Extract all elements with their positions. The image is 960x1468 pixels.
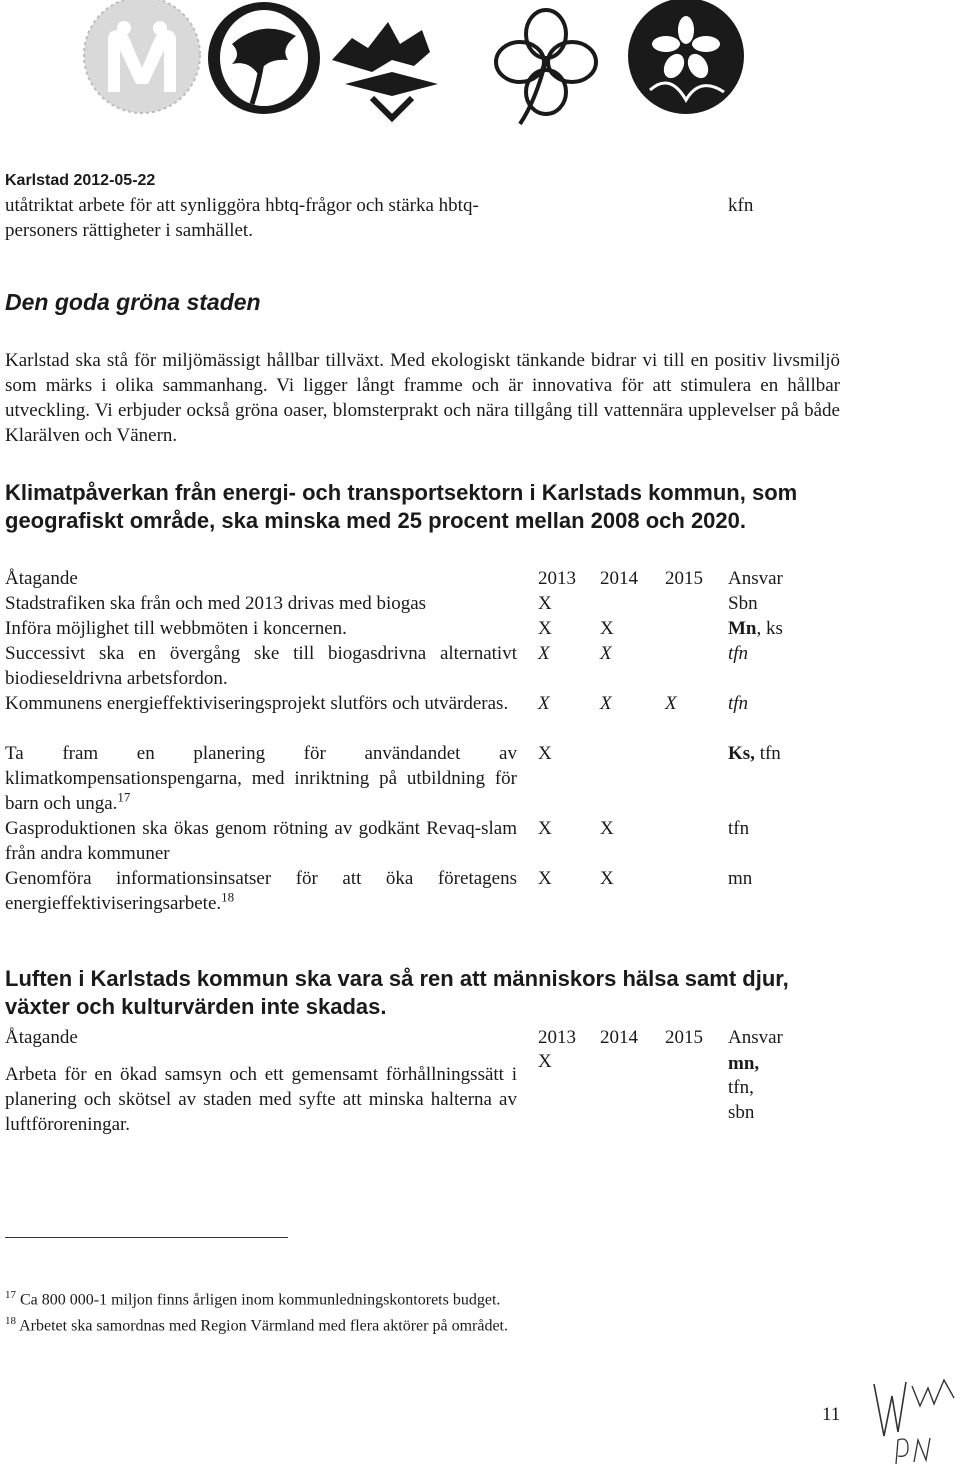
row-text: Gasproduktionen ska ökas genom rötning av godkänt Revaq-slam från andra kommuner <box>5 818 517 864</box>
cell-2013: X <box>538 593 552 614</box>
cell-ansvar: sbn <box>728 1102 755 1123</box>
cell-2013: X <box>538 818 552 839</box>
feather-logo <box>208 2 320 114</box>
cell-ansvar <box>728 616 783 641</box>
column-header: Åtagande <box>5 1027 78 1048</box>
footnote-separator <box>5 1237 288 1238</box>
row-text-content: Ta fram en planering för användandet av klimatkompensationspengarna, med inriktning på utbildning för barn och unga. <box>5 743 517 814</box>
intro-responsible: kfn <box>728 195 754 216</box>
cell-ansvar: Sbn <box>728 593 758 614</box>
footnote-text: Arbetet ska samordnas med Region Värmland med flera aktörer på området. <box>19 1317 508 1335</box>
table-row <box>0 591 960 616</box>
cell-2014: X <box>600 693 612 714</box>
footnote-ref[interactable]: 18 <box>221 889 235 905</box>
cell-ansvar <box>728 741 781 766</box>
table-header-row <box>0 566 960 591</box>
section-title: Den goda gröna staden <box>5 289 261 315</box>
cell-ansvar: tfn <box>728 818 750 839</box>
row-text: Kommunens energieffektiviseringsprojekt slutförs och utvärderas. <box>5 693 509 714</box>
column-header: 2013 <box>538 568 576 589</box>
ansvar-bold: Mn <box>728 618 757 639</box>
logo-banner <box>0 0 960 130</box>
cell-ansvar: mn <box>728 868 753 889</box>
row-text: Arbeta för en ökad samsyn och ett gemensamt förhållningssätt i planering och skötsel av staden med syfte att minska halterna av luftföroreningar. <box>5 1064 517 1135</box>
table-row <box>0 741 960 816</box>
document-date: Karlstad 2012-05-22 <box>5 172 156 189</box>
cell-2013: X <box>538 618 552 639</box>
column-header: 2015 <box>665 568 703 589</box>
column-header: 2014 <box>600 1027 638 1048</box>
cell-2013: X <box>538 868 552 889</box>
cell-ansvar: tfn <box>728 643 749 664</box>
ansvar-rest: , ks <box>756 618 783 639</box>
row-text: Införa möjlighet till webbmöten i koncernen. <box>5 618 347 639</box>
page-number: 11 <box>822 1404 841 1425</box>
table-row <box>0 1051 960 1140</box>
cell-2015: X <box>665 693 677 714</box>
initials-signature <box>868 1376 960 1468</box>
footnote <box>5 1283 500 1312</box>
cell-2014: X <box>600 643 612 664</box>
goal-heading: Klimatpåverkan från energi- och transportsektorn i Karlstads kommun, som geografiskt område, ska minska med 25 procent mellan 2008 och 2020. <box>5 480 798 533</box>
footnote-number: 18 <box>5 1315 16 1327</box>
intro-text: utåtriktat arbete för att synliggöra hbtq-frågor och stärka hbtq-personers rättigheter i samhället. <box>5 195 479 241</box>
table-row <box>0 866 960 916</box>
ansvar-bold: Ks, <box>728 743 755 764</box>
goal-heading: Luften i Karlstads kommun ska vara så ren att människors hälsa samt djur, växter och kulturvärden inte skadas. <box>5 966 789 1019</box>
row-text <box>5 866 517 916</box>
column-header: 2015 <box>665 1027 703 1048</box>
footnote-text: Ca 800 000-1 miljon finns årligen inom kommunledningskontorets budget. <box>20 1291 501 1309</box>
table-row <box>0 691 960 741</box>
cell-ansvar: mn, <box>728 1053 760 1074</box>
cell-2013: X <box>538 1051 552 1072</box>
row-text: Successivt ska en övergång ske till biogasdrivna alternativt biodieseldrivna arbetsfordon. <box>5 643 517 689</box>
row-text: Stadstrafiken ska från och med 2013 drivas med biogas <box>5 593 427 614</box>
column-header: 2014 <box>600 568 638 589</box>
cell-2014: X <box>600 868 614 889</box>
cell-ansvar: tfn <box>728 693 749 714</box>
table-row <box>0 616 960 641</box>
footnote-ref[interactable]: 17 <box>117 789 131 805</box>
column-header: Ansvar <box>728 1027 783 1048</box>
cell-2014: X <box>600 818 614 839</box>
row-text-content: Genomföra informationsinsatser för att öka företagens energieffektiviseringsarbete. <box>5 868 517 914</box>
cell-2013: X <box>538 693 550 714</box>
cell-2014: X <box>600 618 614 639</box>
footnote-number: 17 <box>5 1289 16 1301</box>
cell-ansvar: tfn, <box>728 1077 754 1098</box>
footnote <box>5 1309 508 1338</box>
row-text <box>5 741 517 816</box>
cell-2013: X <box>538 643 550 664</box>
ansvar-rest: tfn <box>754 743 781 764</box>
table-header-row <box>0 1025 960 1050</box>
section-body: Karlstad ska stå för miljömässigt hållbar tillväxt. Med ekologiskt tänkande bidrar vi till en positiv livsmiljö som märks i olika sammanhang. Vi ligger långt framme och är innovativa för att stimulera en hållbar utveckling. Vi erbjuder också gröna oaser, blomsterprakt och nära tillgång till vattennära upplevelser på både Klarälven och Vänern. <box>5 350 840 446</box>
flower-logo <box>628 0 744 114</box>
cell-2013: X <box>538 743 552 764</box>
table-row <box>0 641 960 691</box>
column-header: Ansvar <box>728 568 783 589</box>
column-header: Åtagande <box>5 568 78 589</box>
column-header: 2013 <box>538 1027 576 1048</box>
table-row <box>0 816 960 866</box>
m-logo <box>84 0 200 113</box>
bird-leaf-logo <box>332 22 438 118</box>
clover-logo <box>496 10 596 124</box>
